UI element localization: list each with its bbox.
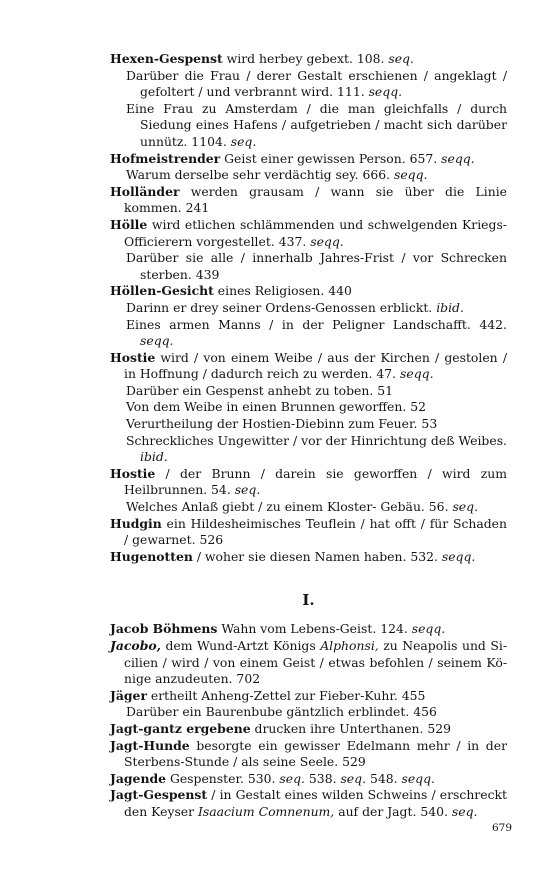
index-section-i [110,621,507,820]
headword: Hugenotten [110,548,193,564]
entry-text: eines Religiosen. 440 [213,283,352,299]
entry-text: besorgte ein gewisser Edelmann mehr / in der Sterbens-Stunde / als seine Seele. 529 [124,737,507,770]
entry-text: Eines armen Manns / in der Peligner Landschafft. 442. [126,316,507,332]
entry-text: drucken ihre Unterthanen. 529 [250,720,452,736]
index-entry [110,787,507,820]
index-subentry [110,101,507,151]
headword: Jagt-Hunde [110,737,190,753]
index-entry [110,549,507,566]
entry-text: / woher sie diesen Namen haben. 532. [192,548,442,564]
italic-text: seqq. [411,621,446,637]
index-entry [110,184,507,217]
entry-text: werden grausam / wann sie über die Linie kommen. 241 [124,183,507,216]
index-subentry [110,300,507,317]
headword: Hudgin [110,515,162,531]
italic-text: Alphonsi, [320,638,379,653]
index-subentry [110,250,507,283]
index-entry [110,738,507,771]
headword: Jagt-gantz ergebene [110,720,251,736]
italic-text: seq. [340,770,367,786]
italic-text: seqq. [441,150,475,166]
italic-text: seqq. [393,167,428,183]
headword: Hexen-Gespenst [110,51,223,66]
headword: Hofmeistrender [110,150,221,166]
headword: Jacob Böhmens [110,621,218,637]
italic-text: seq. [230,133,257,149]
index-entry [110,283,507,300]
italic-text: seq. [452,499,479,515]
entry-text: Darüber ein Baurenbube gäntzlich erblindet. 456 [126,704,437,720]
entry-text: Schreckliches Ungewitter / vor der Hinrichtung deß Weibes. [126,432,507,448]
entry-text: 538. [304,770,341,786]
index-subentry [110,399,507,416]
index-subentry [110,433,507,466]
index-entry [110,621,507,638]
entry-text: Gespenster. 530. [166,770,280,786]
headword: Jäger [110,687,147,703]
italic-text: seq. [234,482,261,498]
entry-text: Von dem Weibe in einen Brunnen geworffen. 52 [126,399,427,415]
entry-text: Wahn vom Lebens-Geist. 124. [217,621,412,637]
index-subentry [110,68,507,101]
index-entry [110,151,507,168]
entry-text: 548. [366,770,402,786]
entry-text: ein Hildesheimisches Teuflein / hat offt / für Schaden / gewarnet. 526 [124,515,507,548]
index-subentry [110,704,507,721]
index-subentry [110,416,507,433]
italic-text: seqq. [400,366,434,382]
index-section-h [110,51,507,565]
italic-text: seqq. [401,770,435,786]
entry-text: wird etlichen schlämmenden und schwelgenden Kriegs-Officierern vorgestellet. 437. [124,216,507,249]
entry-text: Verurtheilung der Hostien-Diebinn zum Feuer. 53 [126,416,438,432]
entry-text: Darüber ein Gespenst anhebt zu toben. 51 [126,382,393,398]
italic-text: ibid. [140,449,168,465]
index-page [110,51,507,821]
entry-text: / der Brunn / darein sie geworffen / wird zum Heilbrunnen. 54. [124,465,507,498]
entry-text: Welches Anlaß giebt / zu einem Kloster- Gebäu. 56. [126,499,453,515]
entry-text: Geist einer gewissen Person. 657. [220,150,442,166]
entry-text: Eine Frau zu Amsterdam / die man gleichfalls / durch Siedung eines Hafens / aufgetrieben / macht sich darüber unnütz. 1104. [126,100,507,149]
headword: Hostie [110,349,156,365]
entry-text: Darüber die Frau / derer Gestalt erschienen / angeklagt / gefoltert / und verbrannt wird. 111. [126,67,507,100]
headword: Jagende [110,770,166,786]
headword: Hölle [110,216,148,232]
entry-text: ertheilt Anheng-Zettel zur Fieber-Kuhr. 455 [146,687,426,703]
headword: Höllen-Gesicht [110,283,214,299]
italic-text: seq. [388,51,414,66]
index-subentry [110,317,507,350]
index-entry [110,350,507,383]
italic-text: seq. [451,803,478,819]
index-entry [110,771,507,788]
index-subentry [110,499,507,516]
index-entry [110,688,507,705]
italic-text: seq. [279,770,305,786]
entry-text: dem Wund-Artzt Königs [160,638,321,653]
entry-text: wird herbey gebext. 108. [222,51,389,66]
section-heading-i: I. [302,591,315,610]
headword: Hostie [110,465,156,481]
index-subentry [110,167,507,184]
italic-text: ibid. [436,299,464,315]
page-number: 679 [491,822,512,834]
index-subentry [110,383,507,400]
italic-text: seqq. [140,333,174,349]
index-entry [110,466,507,499]
entry-text: wird / von einem Weibe / aus der Kirchen / gestolen / in Hoffnung / dadurch reich zu werden. 47. [124,349,507,382]
index-entry [110,51,507,68]
headword: Jacobo, [110,638,161,653]
entry-text: / in Gestalt eines wilden Schweins / erschreckt den Keyser [124,787,507,819]
index-entry [110,217,507,250]
italic-text: seqq. [368,84,403,100]
headword: Holländer [110,183,180,199]
italic-text: seqq. [441,548,476,564]
headword: Jagt-Gespenst [110,787,208,803]
entry-text: auf der Jagt. 540. [334,803,452,819]
entry-text: Darüber sie alle / innerhalb Jahres-Frist / vor Schrecken sterben. 439 [126,250,507,282]
italic-text: seqq. [310,233,344,249]
entry-text: Warum derselbe sehr verdächtig sey. 666. [126,167,394,183]
index-entry [110,638,507,688]
entry-text: zu Neapolis und Sicilien / wird / von einem Geist / etwas befohlen / seinem Könige anzudeuten. 702 [124,638,507,687]
italic-text: Isaacium Comnenum, [198,803,335,819]
entry-text: Darinn er drey seiner Ordens-Genossen erblickt. [126,299,437,315]
index-entry [110,721,507,738]
index-entry [110,516,507,549]
